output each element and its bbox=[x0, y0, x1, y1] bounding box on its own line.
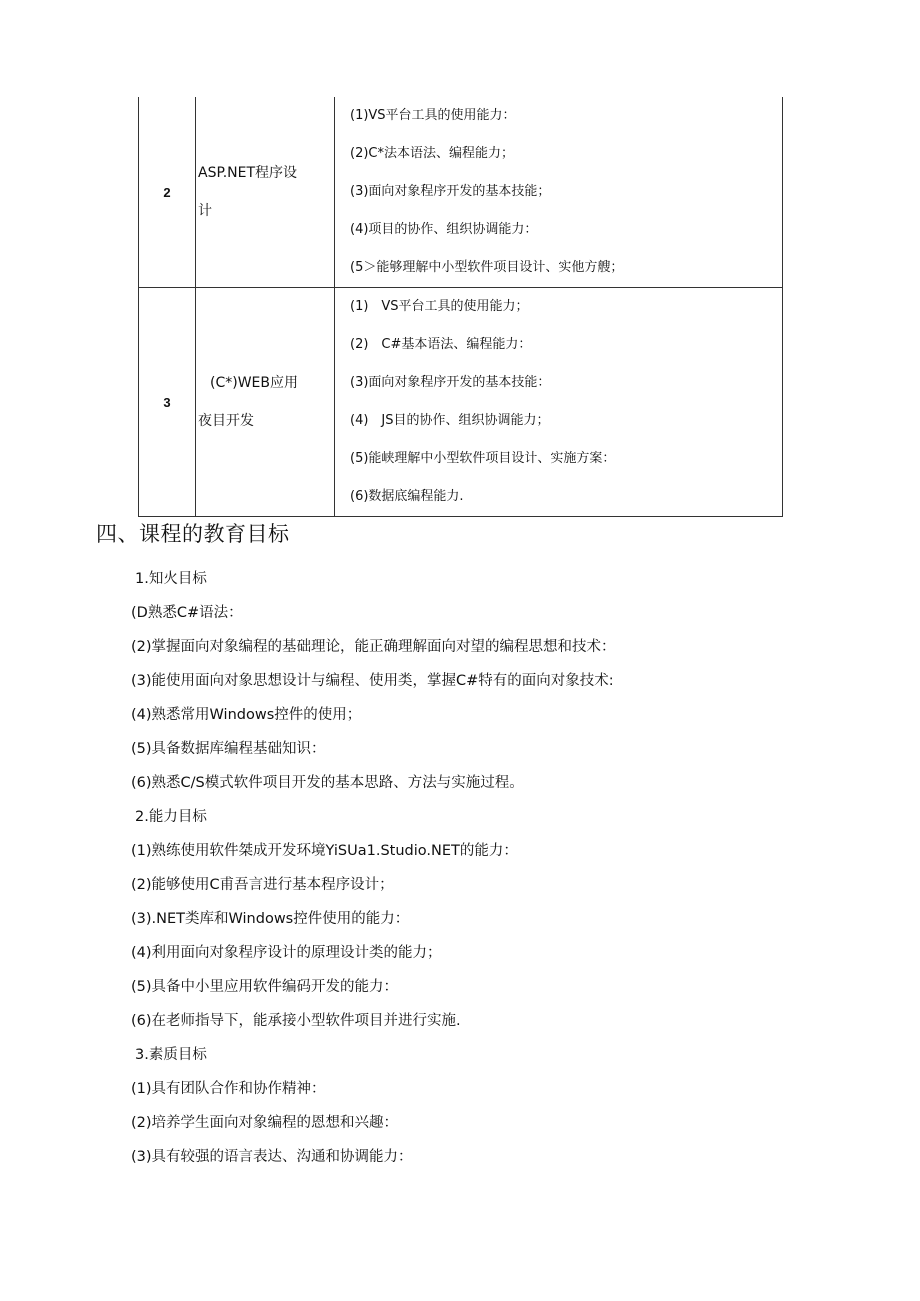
ability-item: (1)VS平台工具的使用能力： bbox=[350, 108, 516, 123]
row-number: 2 bbox=[139, 97, 196, 288]
ability-item: (2)C*法本语法、编程能力； bbox=[350, 146, 514, 161]
objective-item: (1)熟练使用软件桀成开发环境YiSUa1.Studio.NET的能力： bbox=[131, 843, 518, 859]
ability-item: (3)面向对象程序开发的基本技能： bbox=[350, 375, 551, 390]
objectives-body bbox=[131, 562, 851, 1174]
ability-item: (3)面向对象程序开发的基本技能； bbox=[350, 184, 551, 199]
objective-item: (3).NET类库和Windows控件使用的能力： bbox=[131, 911, 410, 927]
course-name-line: 计 bbox=[198, 203, 212, 219]
ability-item: (5)能峡理解中小型软件项目设计、实施方案： bbox=[350, 451, 616, 466]
objective-item: (4)熟悉常用Windows控件的使用； bbox=[131, 707, 362, 723]
ability-cell bbox=[335, 288, 783, 517]
subsection-heading: 1.知火目标 bbox=[135, 571, 207, 587]
objective-item: (D熟悉C#语法： bbox=[131, 605, 243, 621]
objective-item: (2)能够使用C甫吾言进行基本程序设计； bbox=[131, 877, 394, 893]
course-name-cell bbox=[196, 97, 335, 288]
objective-item: (6)在老师指导下，能承接小型软件项目并进行实施. bbox=[131, 1013, 461, 1029]
objective-item: (6)熟悉C/S模式软件项目开发的基本思路、方法与实施过程。 bbox=[131, 775, 524, 791]
objective-item: (2)掌握面向对象编程的基础理论，能正确理解面向对望的编程思想和技术： bbox=[131, 639, 616, 655]
ability-item: (2) C#基本语法、编程能力： bbox=[350, 337, 532, 352]
subsection-heading: 2.能力目标 bbox=[135, 809, 207, 825]
objective-item: (3)能使用面向对象思想设计与编程、使用类，掌握C#特有的面向对象技术: bbox=[131, 673, 614, 689]
course-name-cell bbox=[196, 288, 335, 517]
table-row bbox=[139, 97, 783, 288]
objective-item: (5)具备数据库编程基础知识： bbox=[131, 741, 326, 757]
ability-item: (4)项目的协作、组织协调能力： bbox=[350, 222, 538, 237]
ability-item: (4) JS目的协作、组织协调能力； bbox=[350, 413, 550, 428]
table-row bbox=[139, 288, 783, 517]
course-ability-table bbox=[138, 97, 783, 517]
objective-item: (1)具有团队合作和协作精神： bbox=[131, 1081, 326, 1097]
ability-cell bbox=[335, 97, 783, 288]
objective-item: (4)利用面向对象程序设计的原理设计类的能力； bbox=[131, 945, 442, 961]
course-name-line: (C*)WEB应用 bbox=[210, 375, 298, 391]
ability-item: (1) VS平台工具的使用能力； bbox=[350, 299, 529, 314]
objective-item: (3)具有较强的语言表达、沟通和协调能力： bbox=[131, 1149, 413, 1165]
objective-item: (5)具备中小里应用软件编码开发的能力： bbox=[131, 979, 399, 995]
course-name-line: ASP.NET程序设 bbox=[198, 165, 298, 181]
ability-item: (5＞能够理解中小型软件项目设计、实他方艘； bbox=[350, 260, 624, 275]
ability-item: (6)数据底编程能力. bbox=[350, 489, 464, 504]
row-number: 3 bbox=[139, 288, 196, 517]
subsection-heading: 3.素质目标 bbox=[135, 1047, 207, 1063]
section-heading: 四、课程的教育目标 bbox=[96, 522, 290, 546]
objective-item: (2)培养学生面向对象编程的恩想和兴趣： bbox=[131, 1115, 399, 1131]
course-name-line: 夜目开发 bbox=[198, 413, 254, 429]
